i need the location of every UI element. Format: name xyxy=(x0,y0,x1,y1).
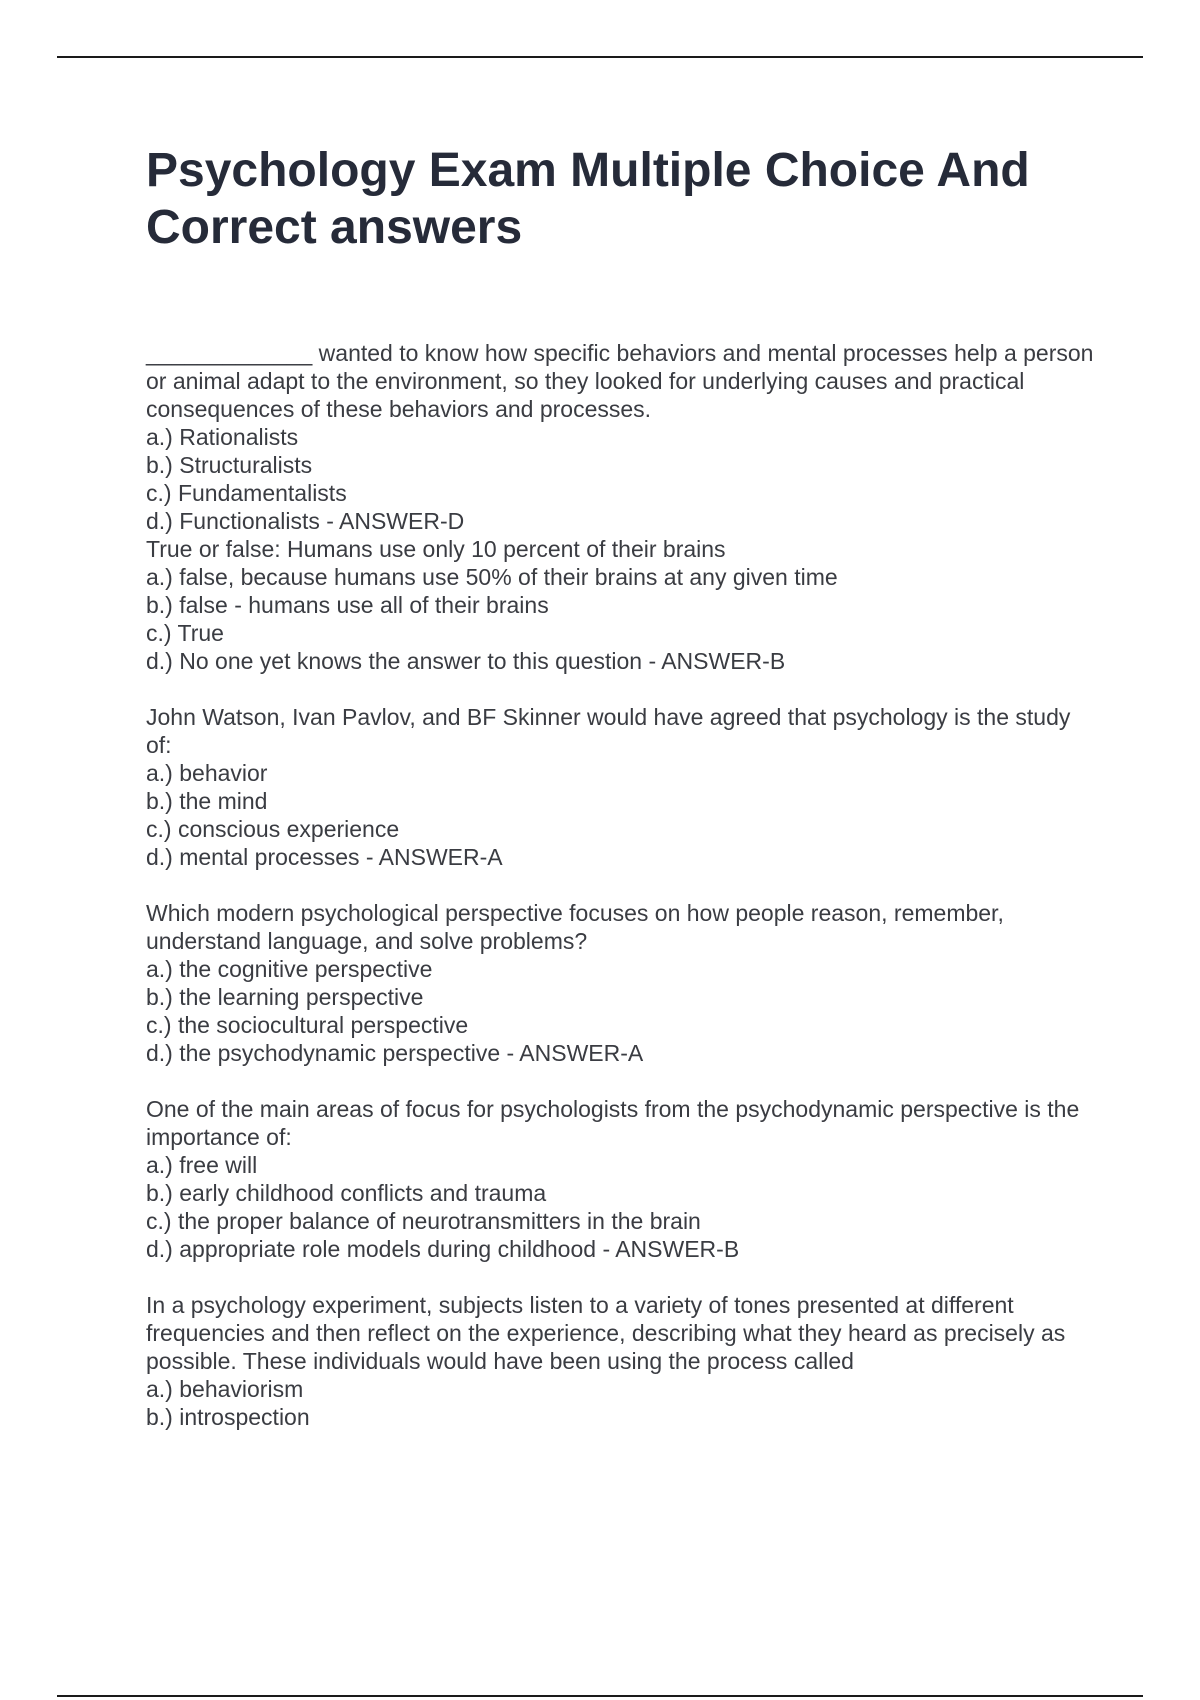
answer-option: b.) early childhood conflicts and trauma xyxy=(146,1180,547,1206)
answer-option: d.) the psychodynamic perspective - ANSWER-A xyxy=(146,1040,644,1066)
answer-option: c.) the sociocultural perspective xyxy=(146,1012,469,1038)
answer-option: c.) True xyxy=(146,620,224,646)
answer-option: b.) Structuralists xyxy=(146,452,313,478)
document-title: Psychology Exam Multiple Choice And Correct answers xyxy=(146,144,1030,254)
question-stem: _____________ wanted to know how specific behaviors and mental processes help a person or animal adapt to the environment, so they looked for underlying causes and practical consequences of these behaviors and processes. xyxy=(146,340,1100,422)
question-stem: Which modern psychological perspective focuses on how people reason, remember, understand language, and solve problems? xyxy=(146,900,1011,954)
question-stem: One of the main areas of focus for psychologists from the psychodynamic perspective is the importance of: xyxy=(146,1096,1086,1150)
answer-option: d.) appropriate role models during childhood - ANSWER-B xyxy=(146,1236,740,1262)
answer-option: c.) conscious experience xyxy=(146,816,400,842)
question-stem: John Watson, Ivan Pavlov, and BF Skinner would have agreed that psychology is the study of: xyxy=(146,704,1077,758)
question-stem: True or false: Humans use only 10 percent of their brains xyxy=(146,536,726,562)
answer-option: a.) behaviorism xyxy=(146,1376,304,1402)
question-block xyxy=(146,899,1096,1067)
question-block xyxy=(146,1095,1096,1263)
answer-option: b.) false - humans use all of their brains xyxy=(146,592,549,618)
answer-option: d.) No one yet knows the answer to this question - ANSWER-B xyxy=(146,648,786,674)
answer-option: a.) false, because humans use 50% of their brains at any given time xyxy=(146,564,838,590)
answer-option: a.) free will xyxy=(146,1152,258,1178)
question-block xyxy=(146,535,1096,675)
document-body xyxy=(146,339,1100,1431)
answer-option: b.) introspection xyxy=(146,1404,310,1430)
answer-option: b.) the mind xyxy=(146,788,268,814)
answer-option: a.) the cognitive perspective xyxy=(146,956,433,982)
question-block xyxy=(146,1291,1096,1431)
question-block xyxy=(146,339,1100,535)
answer-option: a.) Rationalists xyxy=(146,424,299,450)
question-stem: In a psychology experiment, subjects listen to a variety of tones presented at different frequencies and then reflect on the experience, describing what they heard as precisely as possible. These individuals would have been using the process called xyxy=(146,1292,1072,1374)
answer-option: c.) the proper balance of neurotransmitters in the brain xyxy=(146,1208,701,1234)
question-block xyxy=(146,703,1096,871)
answer-option: a.) behavior xyxy=(146,760,268,786)
answer-option: b.) the learning perspective xyxy=(146,984,424,1010)
top-rule xyxy=(57,56,1143,58)
answer-option: c.) Fundamentalists xyxy=(146,480,347,506)
bottom-rule xyxy=(57,1695,1143,1697)
answer-option: d.) Functionalists - ANSWER-D xyxy=(146,508,465,534)
answer-option: d.) mental processes - ANSWER-A xyxy=(146,844,503,870)
